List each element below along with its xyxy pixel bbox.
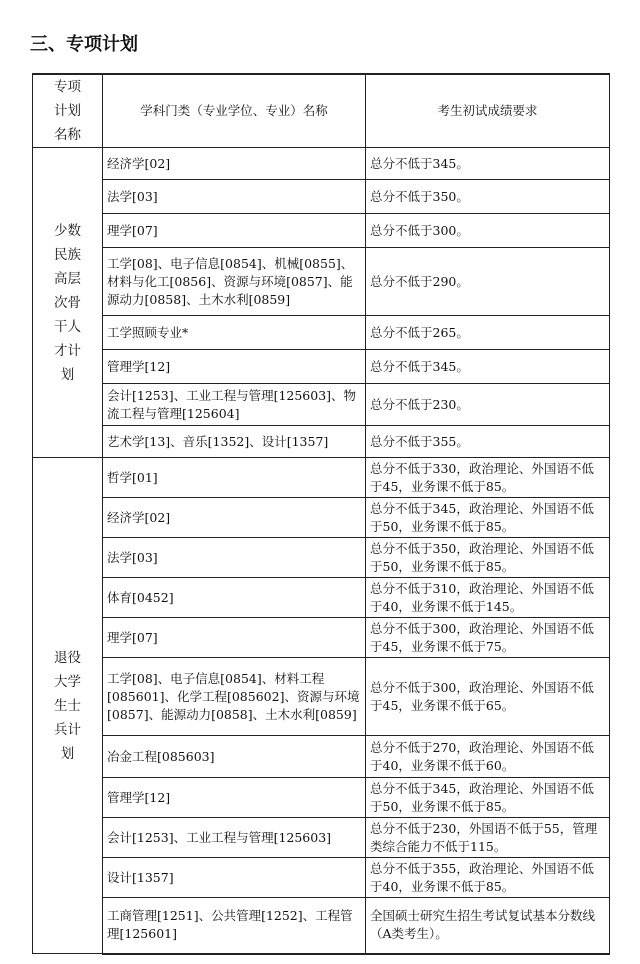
special-plan-table <box>32 73 610 955</box>
table-row <box>33 898 610 954</box>
table-row <box>33 778 610 818</box>
table-row <box>33 658 610 736</box>
subject-cell: 哲学[01] <box>103 458 366 498</box>
requirement-cell: 总分不低于290。 <box>366 248 610 316</box>
subject-cell: 经济学[02] <box>103 148 366 180</box>
table-row <box>33 384 610 426</box>
table-row <box>33 538 610 578</box>
subject-cell: 法学[03] <box>103 180 366 214</box>
subject-cell: 会计[1253]、工业工程与管理[125603] <box>103 818 366 858</box>
subject-cell: 设计[1357] <box>103 858 366 898</box>
table-row <box>33 148 610 180</box>
subject-cell: 体育[0452] <box>103 578 366 618</box>
table-row <box>33 426 610 458</box>
subject-cell: 经济学[02] <box>103 498 366 538</box>
requirement-cell: 总分不低于230，外国语不低于55，管理类综合能力不低于115。 <box>366 818 610 858</box>
subject-cell: 工学[08]、电子信息[0854]、材料工程[085601]、化学工程[085602]、资源与环境[0857]、能源动力[0858]、土木水利[0859] <box>103 658 366 736</box>
section-title: 三、专项计划 <box>30 34 138 55</box>
requirement-cell: 总分不低于350。 <box>366 180 610 214</box>
requirement-cell: 总分不低于355，政治理论、外国语不低于40，业务课不低于85。 <box>366 858 610 898</box>
table-row <box>33 736 610 778</box>
table-row <box>33 818 610 858</box>
requirement-cell: 总分不低于230。 <box>366 384 610 426</box>
subject-cell: 冶金工程[085603] <box>103 736 366 778</box>
subject-cell: 工学[08]、电子信息[0854]、机械[0855]、材料与化工[0856]、资源与环境[0857]、能源动力[0858]、土木水利[0859] <box>103 248 366 316</box>
requirement-cell: 总分不低于300，政治理论、外国语不低于45，业务课不低于65。 <box>366 658 610 736</box>
subject-cell: 艺术学[13]、音乐[1352]、设计[1357] <box>103 426 366 458</box>
header-requirement: 考生初试成绩要求 <box>366 74 610 148</box>
table-row <box>33 316 610 350</box>
table-row <box>33 578 610 618</box>
requirement-cell: 总分不低于355。 <box>366 426 610 458</box>
subject-cell: 法学[03] <box>103 538 366 578</box>
requirement-cell: 全国硕士研究生招生考试复试基本分数线（A类考生）。 <box>366 898 610 954</box>
header-subject: 学科门类（专业学位、专业）名称 <box>103 74 366 148</box>
table-row <box>33 858 610 898</box>
requirement-cell: 总分不低于345，政治理论、外国语不低于50，业务课不低于85。 <box>366 778 610 818</box>
plan-name-minority: 少数民族高层次骨干人才计划 <box>33 148 103 458</box>
table-row <box>33 248 610 316</box>
table-row <box>33 498 610 538</box>
table-header-row <box>33 74 610 148</box>
table-row <box>33 458 610 498</box>
requirement-cell: 总分不低于270，政治理论、外国语不低于40，业务课不低于60。 <box>366 736 610 778</box>
subject-cell: 会计[1253]、工业工程与管理[125603]、物流工程与管理[125604] <box>103 384 366 426</box>
subject-cell: 理学[07] <box>103 618 366 658</box>
requirement-cell: 总分不低于345。 <box>366 148 610 180</box>
subject-cell: 理学[07] <box>103 214 366 248</box>
table-row <box>33 214 610 248</box>
table-row <box>33 350 610 384</box>
plan-name-veteran: 退役大学生士兵计划 <box>33 458 103 954</box>
subject-cell: 工学照顾专业* <box>103 316 366 350</box>
subject-cell: 管理学[12] <box>103 778 366 818</box>
subject-cell: 管理学[12] <box>103 350 366 384</box>
requirement-cell: 总分不低于350，政治理论、外国语不低于50，业务课不低于85。 <box>366 538 610 578</box>
requirement-cell: 总分不低于300。 <box>366 214 610 248</box>
table-row <box>33 180 610 214</box>
requirement-cell: 总分不低于300，政治理论、外国语不低于45，业务课不低于75。 <box>366 618 610 658</box>
requirement-cell: 总分不低于345。 <box>366 350 610 384</box>
requirement-cell: 总分不低于345，政治理论、外国语不低于50，业务课不低于85。 <box>366 498 610 538</box>
requirement-cell: 总分不低于330，政治理论、外国语不低于45，业务课不低于85。 <box>366 458 610 498</box>
subject-cell: 工商管理[1251]、公共管理[1252]、工程管理[125601] <box>103 898 366 954</box>
requirement-cell: 总分不低于310，政治理论、外国语不低于40，业务课不低于145。 <box>366 578 610 618</box>
table-row <box>33 618 610 658</box>
requirement-cell: 总分不低于265。 <box>366 316 610 350</box>
header-plan-name: 专项计划名称 <box>33 74 103 148</box>
